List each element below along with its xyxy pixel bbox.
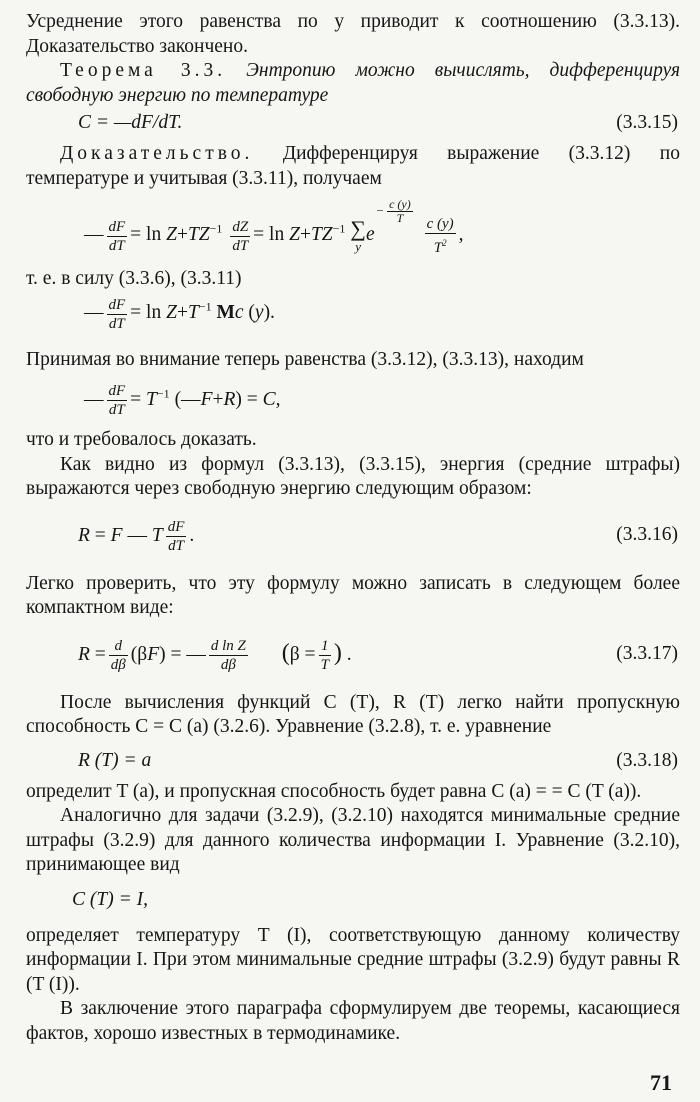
proof-text: Дифференцируя выражение (3.3.12) по температуре и учитывая (3.3.11), получаем <box>26 143 680 189</box>
theorem-text: Энтропию можно вычислять, дифференцируя свободную энергию по температуре <box>26 60 681 106</box>
book-page <box>26 10 680 1046</box>
theorem-label: Теорема 3.3. <box>60 60 227 81</box>
paragraph-as-seen: Как видно из формул (3.3.13), (3.3.15), энергия (средние штрафы) выражаются через свободную энергию следующим образом: <box>26 453 680 499</box>
equation-body: C = —dF/dT. <box>78 112 183 133</box>
paragraph-taking: Принимая во внимание теперь равенства (3.3.12), (3.3.13), находим <box>26 348 584 370</box>
paragraph-determine: определит T (a), и пропускная способность будет равна C (a) = = C (T (a)). <box>26 780 642 802</box>
paragraph-intro: Усреднение этого равенства по y приводит к соотношению (3.3.13). Доказательство закончено. <box>26 11 680 57</box>
theorem-3-3 <box>26 59 680 108</box>
equation-3-3-17: R = $\frac{d}{d\beta}$ (βF) = — $\frac{\text{d ln Z}}{d\beta}$ (β = $\frac{1}{T}$ ) . (3.3.17) <box>78 637 678 673</box>
page-number: 71 <box>650 1070 672 1095</box>
paragraph-easy-check: Легко проверить, что эту формулу можно записать в следующем более компактном виде: <box>26 572 680 618</box>
equation-number: (3.3.15) <box>616 112 678 133</box>
proof-paragraph <box>26 142 680 191</box>
formula-derivative-expansion: — $\frac{dF}{dT}$ = $\ln Z+TZ^{-1}$ $\frac{dZ}{dT}$ = $\ln Z+TZ^{-1}$ ∑ y e− $\frac{c (y)}{T}$ $\frac{c (y)}{T^2}$ , <box>84 197 464 256</box>
proof-label: Доказательство. <box>60 143 254 164</box>
equation-body: C (T) = I, <box>72 888 148 910</box>
formula-free-energy-derivative: — $\frac{dF}{dT}$ = $\ln Z+T^{-1}$ Mc (y). <box>84 296 275 332</box>
equation-3-3-15 <box>26 108 680 138</box>
equation-ct-equals-i <box>26 880 680 920</box>
paragraph-after-compute: После вычисления функций C (T), R (T) легко найти пропускную способность C = C (a) (3.2.6). Уравнение (3.2.8), т. е. уравнение <box>26 691 680 737</box>
paragraph-temperature: определяет температуру T (I), соответствующую данному количеству информации I. При этом минимальные средние штрафы (3.2.9) будут равны R (T (I)). <box>26 924 680 995</box>
equation-number: (3.3.17) <box>616 642 678 664</box>
formula-entropy-result: — $\frac{dF}{dT}$ = $T^{-1}$ (—F+R) = C, <box>84 383 281 418</box>
equation-3-3-18 <box>26 746 680 776</box>
equation-3-3-16: R = F — T $\frac{dF}{dT}$ . (3.3.16) <box>78 518 678 554</box>
paragraph-conclusion: В заключение этого параграфа сформулируем две теоремы, касающиеся фактов, хорошо известных в термодинамике. <box>26 998 680 1044</box>
paragraph-similar: Аналогично для задачи (3.2.9), (3.2.10) находятся минимальные средние штрафы (3.2.9) для данного количества информации I. Уравнение (3.2.10), принимающее вид <box>26 805 680 875</box>
equation-body: R (T) = a <box>78 749 152 771</box>
equation-number: (3.3.16) <box>616 523 678 545</box>
paragraph-qed: что и требовалось доказать. <box>26 429 257 450</box>
paragraph-in-force: т. е. в силу (3.3.6), (3.3.11) <box>26 268 242 289</box>
equation-number: (3.3.18) <box>616 749 678 771</box>
